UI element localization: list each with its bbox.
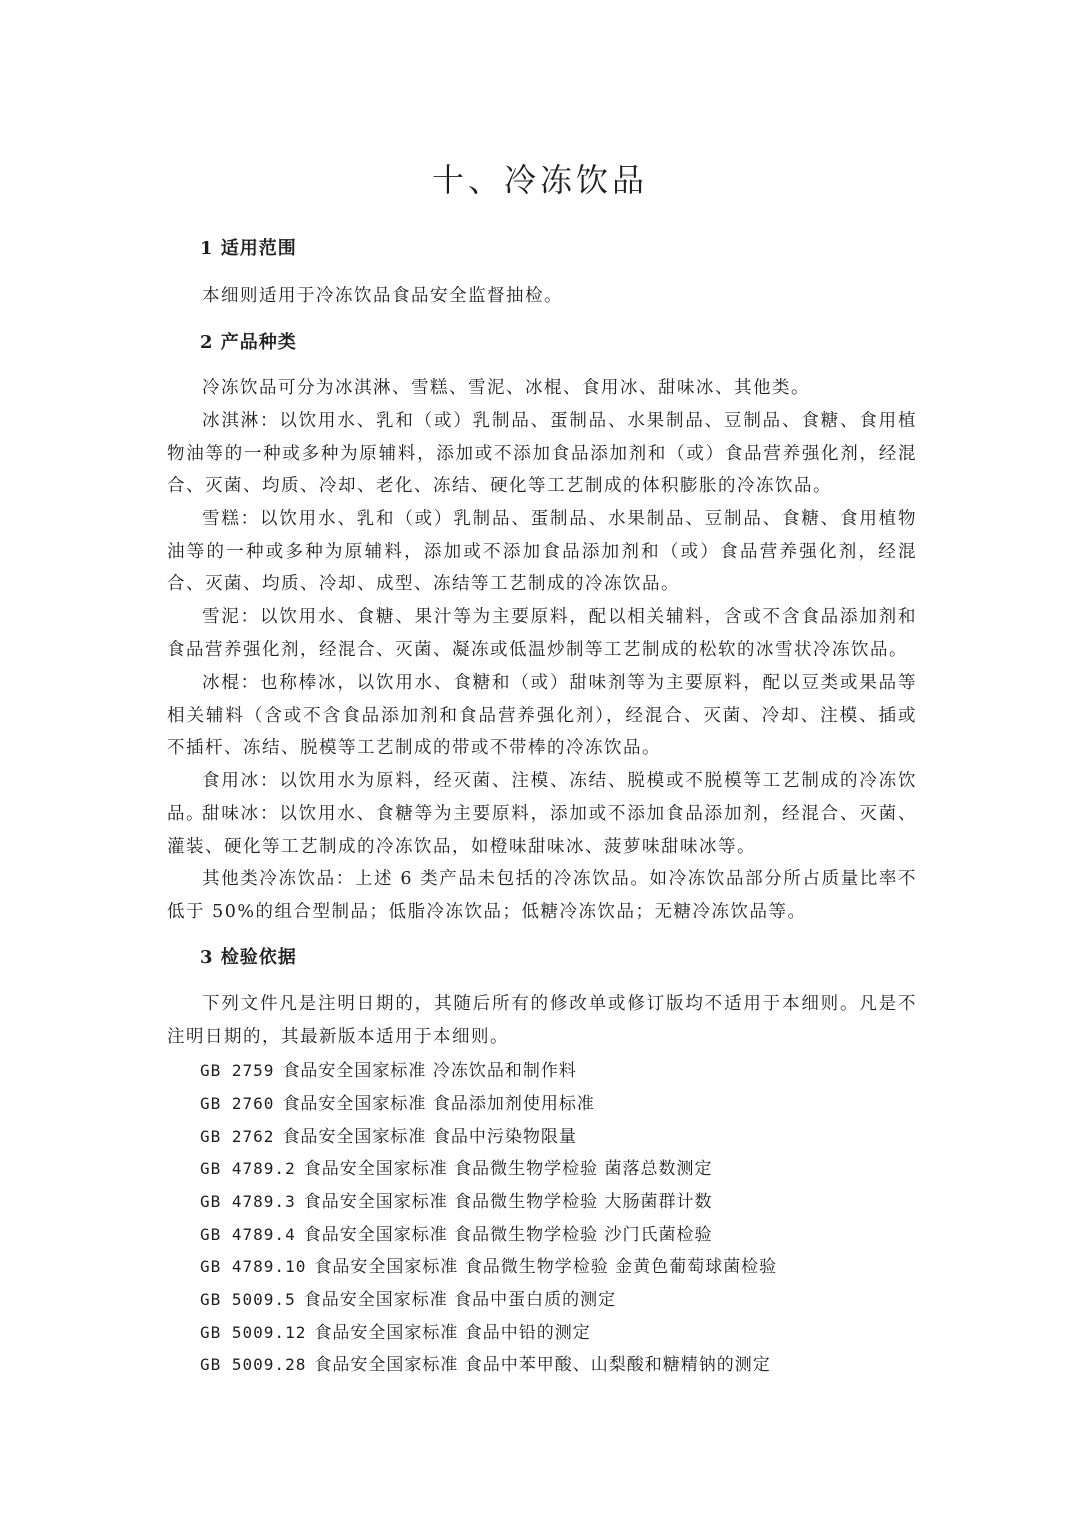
reference-name: 食品安全国家标准 食品微生物学检验 大肠菌群计数 — [303, 1192, 713, 1212]
reference-name: 食品安全国家标准 食品中铅的测定 — [314, 1323, 591, 1343]
reference-code: GB 4789.4 — [200, 1225, 296, 1244]
reference-item — [200, 1124, 577, 1150]
reference-code: GB 4789.3 — [200, 1192, 296, 1211]
category-paragraph: 雪糕：以饮用水、乳和（或）乳制品、蛋制品、水果制品、豆制品、食糖、食用植物油等的一种或多种为原辅料，添加或不添加食品添加剂和（或）食品营养强化剂，经混合、灭菌、均质、冷却、成型、冻结等工艺制成的冷冻饮品。 — [167, 509, 917, 594]
reference-code: GB 4789.2 — [200, 1159, 296, 1178]
reference-name: 食品安全国家标准 食品微生物学检验 菌落总数测定 — [303, 1159, 713, 1179]
reference-code: GB 5009.5 — [200, 1290, 296, 1309]
reference-item — [200, 1091, 595, 1117]
reference-code: GB 5009.12 — [200, 1323, 307, 1342]
reference-code: GB 4789.10 — [200, 1257, 307, 1276]
section-heading-basis: 3 检验依据 — [200, 947, 297, 968]
reference-name: 食品安全国家标准 食品添加剂使用标准 — [282, 1094, 595, 1114]
scope-paragraph: 本细则适用于冷冻饮品食品安全监督抽检。 — [202, 286, 563, 306]
reference-item — [200, 1352, 771, 1378]
reference-item — [200, 1156, 713, 1182]
category-paragraph: 冰棍：也称棒冰，以饮用水、食糖和（或）甜味剂等为主要原料，配以豆类或果品等相关辅料（含或不含食品添加剂和食品营养强化剂），经混合、灭菌、冷却、注模、插或不插杆、冻结、脱模等工艺制成的带或不带棒的冷冻饮品。 — [167, 673, 917, 758]
page-title: 十、冷冻饮品 — [431, 161, 648, 199]
category-paragraph: 冰淇淋：以饮用水、乳和（或）乳制品、蛋制品、水果制品、豆制品、食糖、食用植物油等的一种或多种为原辅料，添加或不添加食品添加剂和（或）食品营养强化剂，经混合、灭菌、均质、冷却、老化、冻结、硬化等工艺制成的体积膨胀的冷冻饮品。 — [167, 411, 917, 496]
reference-item — [200, 1222, 713, 1248]
reference-name: 食品安全国家标准 食品微生物学检验 金黄色葡萄球菌检验 — [314, 1257, 778, 1277]
category-paragraph: 雪泥：以饮用水、食糖、果汁等为主要原料，配以相关辅料，含或不含食品添加剂和食品营养强化剂，经混合、灭菌、凝冻或低温炒制等工艺制成的松软的冰雪状冷冻饮品。 — [167, 607, 917, 660]
reference-code: GB 5009.28 — [200, 1355, 307, 1374]
reference-name: 食品安全国家标准 食品微生物学检验 沙门氏菌检验 — [303, 1225, 713, 1245]
reference-name: 食品安全国家标准 食品中苯甲酸、山梨酸和糖精钠的测定 — [314, 1355, 771, 1375]
reference-item — [200, 1254, 777, 1280]
reference-name: 食品安全国家标准 食品中蛋白质的测定 — [303, 1290, 617, 1310]
category-paragraph: 其他类冷冻饮品：上述 6 类产品未包括的冷冻饮品。如冷冻饮品部分所占质量比率不低于 50%的组合型制品；低脂冷冻饮品；低糖冷冻饮品；无糖冷冻饮品等。 — [167, 869, 917, 922]
reference-name: 食品安全国家标准 冷冻饮品和制作料 — [282, 1061, 577, 1081]
category-paragraph: 甜味冰：以饮用水、食糖等为主要原料，添加或不添加食品添加剂，经混合、灭菌、灌装、硬化等工艺制成的冷冻饮品，如橙味甜味冰、菠萝味甜味冰等。 — [167, 804, 917, 857]
reference-code: GB 2762 — [200, 1127, 275, 1146]
reference-code: GB 2759 — [200, 1061, 275, 1080]
category-paragraph: 食用冰：以饮用水为原料，经灭菌、注模、冻结、脱模或不脱模等工艺制成的冷冻饮品。 — [167, 771, 917, 824]
reference-item — [200, 1189, 713, 1215]
reference-item — [200, 1058, 577, 1084]
reference-item — [200, 1320, 591, 1346]
section-heading-categories: 2 产品种类 — [200, 332, 297, 353]
category-paragraph: 冷冻饮品可分为冰淇淋、雪糕、雪泥、冰棍、食用冰、甜味冰、其他类。 — [202, 378, 810, 398]
reference-item — [200, 1287, 616, 1313]
basis-intro-paragraph: 下列文件凡是注明日期的，其随后所有的修改单或修订版均不适用于本细则。凡是不注明日期的，其最新版本适用于本细则。 — [167, 994, 917, 1047]
reference-code: GB 2760 — [200, 1094, 275, 1113]
reference-name: 食品安全国家标准 食品中污染物限量 — [282, 1127, 577, 1147]
section-heading-scope: 1 适用范围 — [200, 238, 297, 259]
